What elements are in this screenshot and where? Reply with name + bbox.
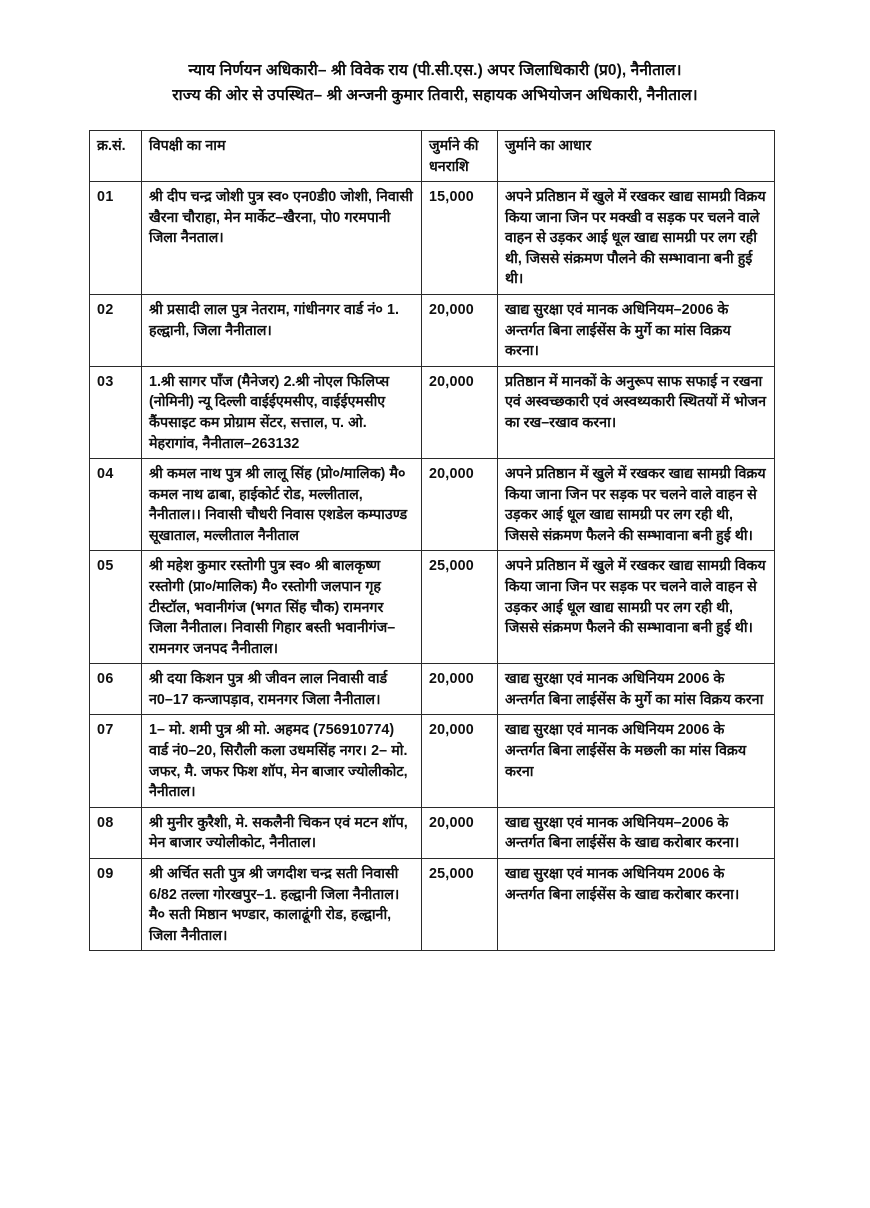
table-row: [90, 807, 775, 858]
cell-serial-number: 02: [90, 295, 142, 367]
cell-opposite-party-name: 1.श्री सागर पॉंज (मैनेजर) 2.श्री नोएल फिलिप्स (नोमिनी) न्यू दिल्ली वाईईएमसीए, वाईईएमसीए कैंपसाइट कम प्रोग्राम सेंटर, सत्ताल, प. ओ. मेहरागांव, नैनीताल–263132: [142, 366, 422, 458]
table-header: [90, 131, 775, 182]
table-row: [90, 182, 775, 295]
column-header-serial-number: क्र.सं.: [90, 131, 142, 182]
cell-opposite-party-name: श्री मुनीर कुरैशी, मे. सकलैनी चिकन एवं मटन शॉप, मेन बाजार ज्योलीकोट, नैनीताल।: [142, 807, 422, 858]
cell-fine-basis: खाद्य सुरक्षा एवं मानक अधिनियम 2006 के अन्तर्गत बिना लाईसेंस के मछली का मांस विक्रय करना: [498, 715, 775, 807]
cell-fine-amount: 20,000: [422, 664, 498, 715]
table-row: [90, 366, 775, 458]
cell-opposite-party-name: श्री अर्चित सती पुत्र श्री जगदीश चन्द्र सती निवासी 6/82 तल्ला गोरखपुर–1. हल्द्वानी जिला नैनीताल। मै० सती मिष्ठान भण्डार, कालाढूंगी रोड, हल्द्वानी, जिला नैनीताल।: [142, 858, 422, 950]
cell-serial-number: 06: [90, 664, 142, 715]
cell-fine-basis: खाद्य सुरक्षा एवं मानक अधिनियम–2006 के अन्तर्गत बिना लाईसेंस के मुर्गे का मांस विक्रय करना।: [498, 295, 775, 367]
cell-fine-basis: खाद्य सुरक्षा एवं मानक अधिनियम 2006 के अन्तर्गत बिना लाईसेंस के खाद्य करोबार करना।: [498, 858, 775, 950]
cell-serial-number: 09: [90, 858, 142, 950]
heading-line-adjudicating-officer: न्याय निर्णयन अधिकारी– श्री विवेक राय (पी.सी.एस.) अपर जिलाधिकारी (प्र0), नैनीताल।: [188, 62, 682, 79]
cell-fine-amount: 25,000: [422, 551, 498, 664]
table-header-row: [90, 131, 775, 182]
cell-fine-amount: 20,000: [422, 366, 498, 458]
table-row: [90, 295, 775, 367]
cell-fine-basis: खाद्य सुरक्षा एवं मानक अधिनियम–2006 के अन्तर्गत बिना लाईसेंस के खाद्य करोबार करना।: [498, 807, 775, 858]
cell-fine-basis: अपने प्रतिष्ठान में खुले में रखकर खाद्य सामग्री विक्रय किया जाना जिन पर सड़क पर चलने वाले वाहन से उड़कर आई धूल खाद्य सामग्री पर लग रही थी, जिससे संक्रमण फैलने की सम्भावाना बनी हुई थी।: [498, 459, 775, 551]
cell-opposite-party-name: श्री महेश कुमार रस्तोगी पुत्र स्व० श्री बालकृष्ण रस्तोगी (प्रा०/मालिक) मै० रस्तोगी जलपान गृह टीस्टॉल, भवानीगंज (भगत सिंह चौक) रामनगर जिला नैनीताल। निवासी गिहार बस्ती भवानीगंज–रामनगर जनपद नैनीताल।: [142, 551, 422, 664]
column-header-opposite-party-name: विपक्षी का नाम: [142, 131, 422, 182]
heading-line-state-representative: राज्य की ओर से उपस्थित– श्री अन्जनी कुमार तिवारी, सहायक अभियोजन अधिकारी, नैनीताल।: [172, 87, 698, 105]
cell-serial-number: 01: [90, 182, 142, 295]
penalty-table: [89, 130, 775, 951]
cell-serial-number: 04: [90, 459, 142, 551]
cell-serial-number: 07: [90, 715, 142, 807]
document-heading: [0, 0, 870, 108]
cell-opposite-party-name: 1– मो. शमी पुत्र श्री मो. अहमद (756910774) वार्ड नं0–20, सिरौली कला उधमसिंह नगर। 2– मो. जफर, मै. जफर फिश शॉप, मेन बाजार ज्योलीकोट, नैनीताल।: [142, 715, 422, 807]
table-row: [90, 715, 775, 807]
cell-fine-basis: अपने प्रतिष्ठान में खुले में रखकर खाद्य सामग्री विक्रय किया जाना जिन पर मक्खी व सड़क पर चलने वाले वाहन से उड़कर आई धूल खाद्य सामग्री पर लग रही थी, जिससे संक्रमण पौलने की सम्भावाना बनी हुई थी।: [498, 182, 775, 295]
cell-serial-number: 03: [90, 366, 142, 458]
cell-fine-basis: अपने प्रतिष्ठान में खुले में रखकर खाद्य सामग्री विकय किया जाना जिन पर सड़क पर चलने वाले वाहन से उड़कर आई धूल खाद्य सामग्री पर लग रही थी, जिससे संक्रमण फैलने की सम्भावाना बनी हुई थी।: [498, 551, 775, 664]
cell-fine-basis: खाद्य सुरक्षा एवं मानक अधिनियम 2006 के अन्तर्गत बिना लाईसेंस के मुर्गे का मांस विक्रय करना: [498, 664, 775, 715]
cell-opposite-party-name: श्री कमल नाथ पुत्र श्री लालू सिंह (प्रो०/मालिक) मै० कमल नाथ ढाबा, हाईकोर्ट रोड, मल्लीताल, नैनीताल।। निवासी चौधरी निवास एशडेल कम्पाउण्ड सूखाताल, मल्लीताल नैनीताल: [142, 459, 422, 551]
cell-opposite-party-name: श्री दीप चन्द्र जोशी पुत्र स्व० एन0डी0 जोशी, निवासी खैरना चौराहा, मेन मार्केट–खैरना, पो0 गरमपानी जिला नैनताल।: [142, 182, 422, 295]
cell-serial-number: 05: [90, 551, 142, 664]
penalty-table-container: [89, 130, 774, 951]
cell-fine-basis: प्रतिष्ठान में मानकों के अनुरूप साफ सफाई न रखना एवं अस्वच्छकारी एवं अस्वथ्यकारी स्थितयों में भोजन का रख–रखाव करना।: [498, 366, 775, 458]
cell-serial-number: 08: [90, 807, 142, 858]
cell-fine-amount: 20,000: [422, 295, 498, 367]
table-body: [90, 182, 775, 951]
column-header-fine-amount: जुर्माने की धनराशि: [422, 131, 498, 182]
cell-fine-amount: 15,000: [422, 182, 498, 295]
cell-fine-amount: 20,000: [422, 459, 498, 551]
cell-fine-amount: 20,000: [422, 807, 498, 858]
cell-fine-amount: 25,000: [422, 858, 498, 950]
table-row: [90, 459, 775, 551]
table-row: [90, 858, 775, 950]
cell-fine-amount: 20,000: [422, 715, 498, 807]
table-row: [90, 664, 775, 715]
cell-opposite-party-name: श्री दया किशन पुत्र श्री जीवन लाल निवासी वार्ड न0–17 कन्जापड़ाव, रामनगर जिला नैनीताल।: [142, 664, 422, 715]
column-header-fine-basis: जुर्माने का आधार: [498, 131, 775, 182]
cell-opposite-party-name: श्री प्रसादी लाल पुत्र नेतराम, गांधीनगर वार्ड नं० 1. हल्द्वानी, जिला नैनीताल।: [142, 295, 422, 367]
table-row: [90, 551, 775, 664]
